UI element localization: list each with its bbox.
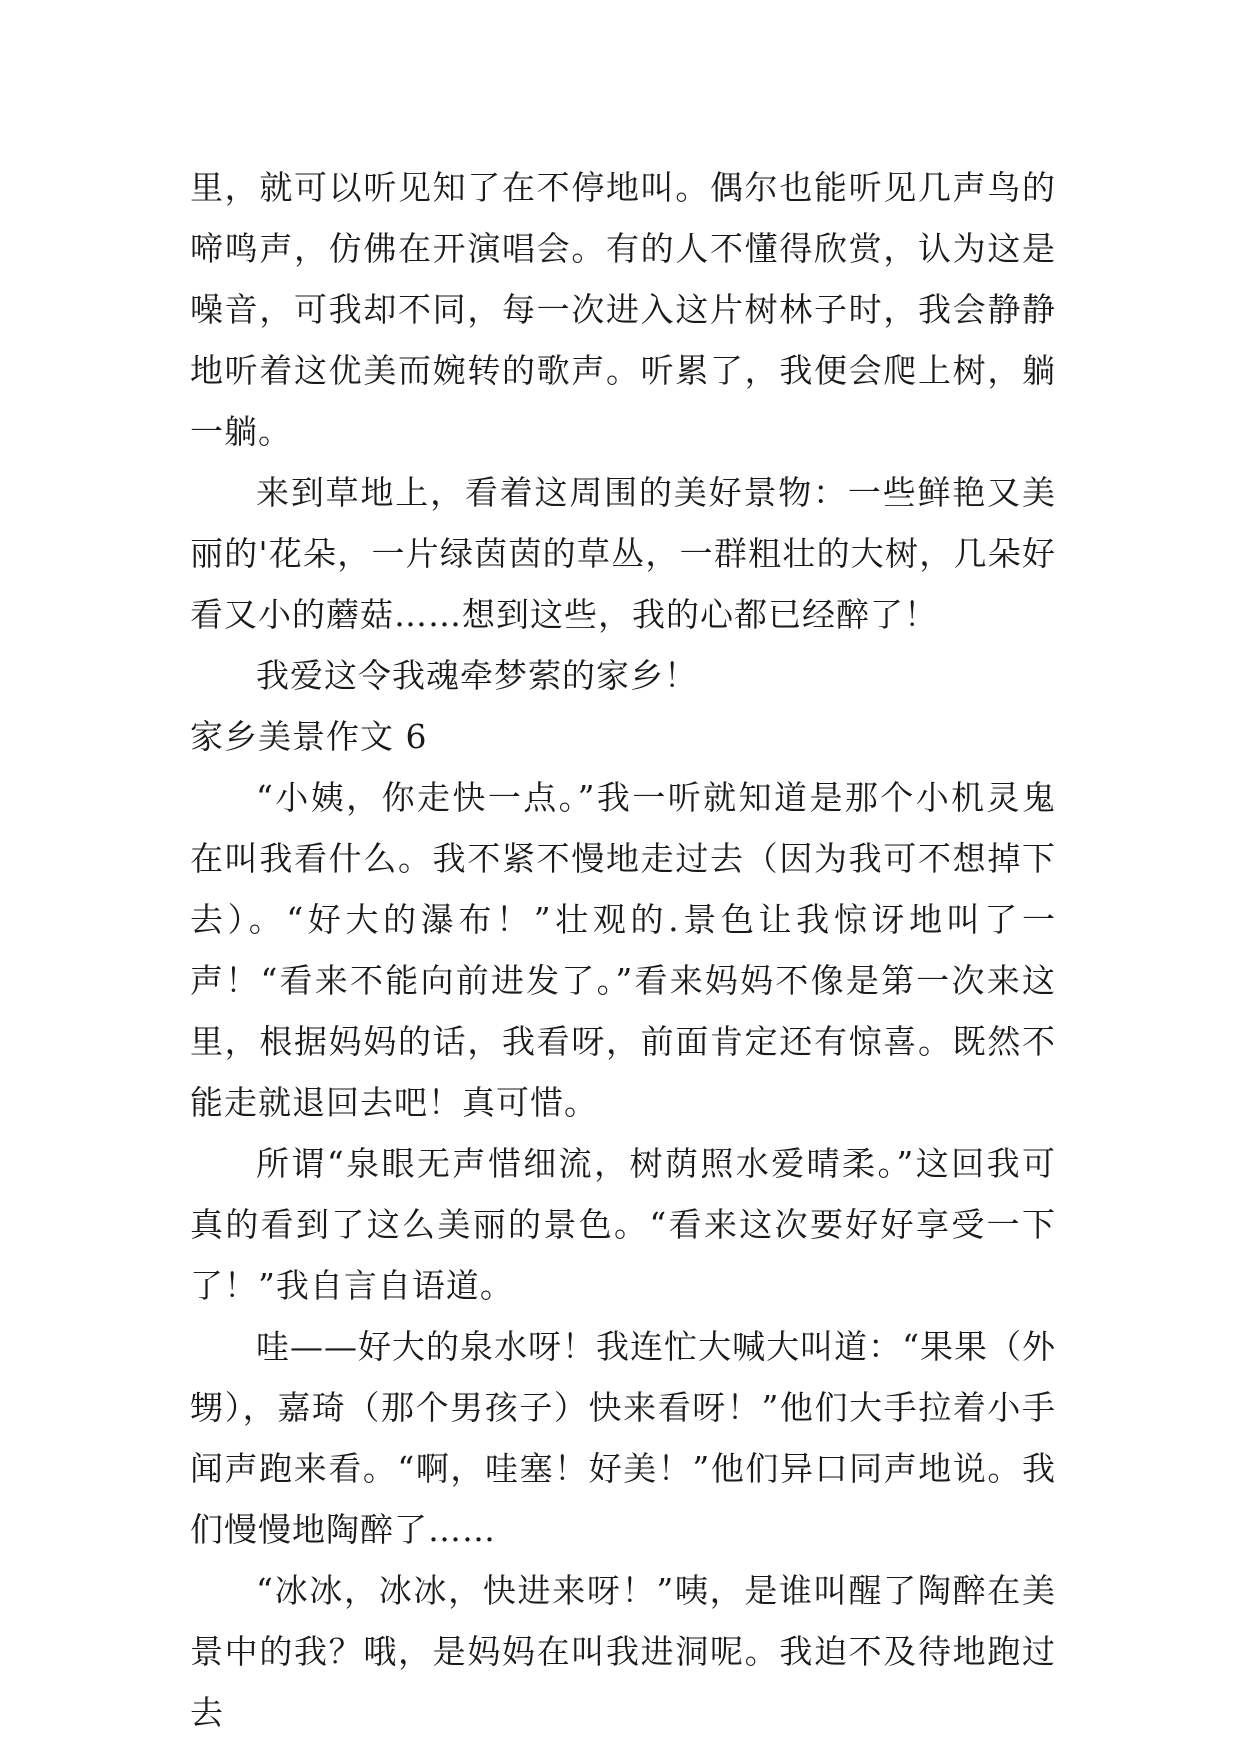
paragraph-meadow: 来到草地上，看着这周围的美好景物：一些鲜艳又美丽的'花朵，一片绿茵茵的草丛，一群粗壮的大树，几朵好看又小的蘑菇……想到这些，我的心都已经醉了！ [190, 473, 1056, 634]
paragraph-spring-water: 哇——好大的泉水呀！我连忙大喊大叫道：“果果（外甥），嘉琦（那个男孩子）快来看呀！”他们大手拉着小手闻声跑来看。“啊，哇塞！好美！”他们异口同声地说。我们慢慢地陶醉了…… [190, 1327, 1056, 1549]
document-body [190, 157, 1056, 1743]
paragraph-love-hometown: 我爱这令我魂牵梦萦的家乡！ [256, 656, 698, 695]
paragraph-cave: “冰冰，冰冰，快进来呀！”咦，是谁叫醒了陶醉在美景中的我？哦，是妈妈在叫我进洞呢。我迫不及待地跑过去 [190, 1571, 1056, 1732]
paragraph-continued: 里，就可以听见知了在不停地叫。偶尔也能听见几声鸟的啼鸣声，仿佛在开演唱会。有的人不懂得欣赏，认为这是噪音，可我却不同，每一次进入这片树林子时，我会静静地听着这优美而婉转的歌声。听累了，我便会爬上树，躺一躺。 [190, 168, 1056, 451]
section-title: 家乡美景作文 6 [190, 717, 428, 756]
paragraph-waterfall: “小姨，你走快一点。”我一听就知道是那个小机灵鬼在叫我看什么。我不紧不慢地走过去（因为我可不想掉下去）。“好大的瀑布！”壮观的.景色让我惊讶地叫了一声！“看来不能向前进发了。”看来妈妈不像是第一次来这里，根据妈妈的话，我看呀，前面肯定还有惊喜。既然不能走就退回去吧！真可惜。 [190, 778, 1056, 1122]
paragraph-spring-poem: 所谓“泉眼无声惜细流，树荫照水爱晴柔。”这回我可真的看到了这么美丽的景色。“看来这次要好好享受一下了！”我自言自语道。 [190, 1144, 1056, 1305]
